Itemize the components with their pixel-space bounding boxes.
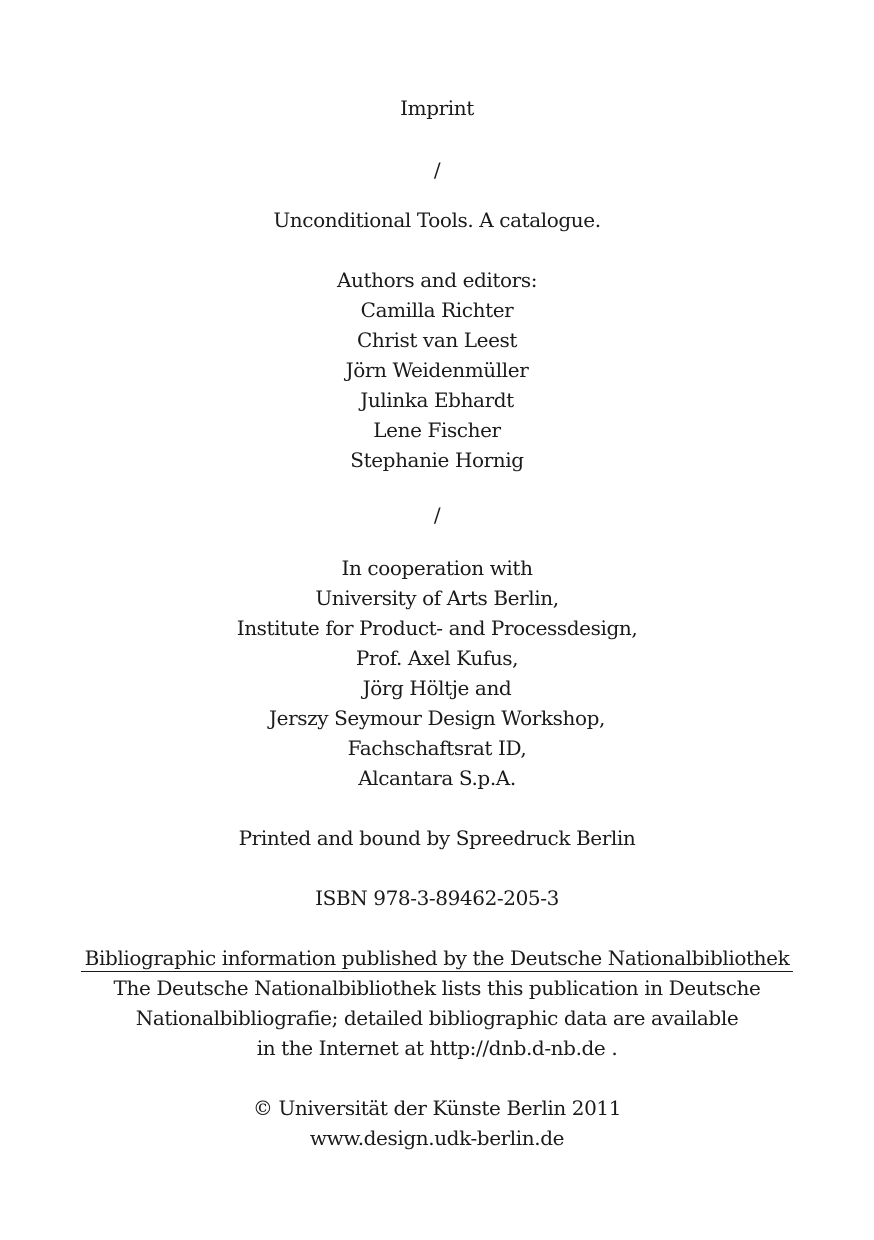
cooperation-line: University of Arts Berlin, — [315, 586, 559, 610]
author-name: Lene Fischer — [373, 418, 501, 442]
cooperation-line: Jerszy Seymour Design Workshop, — [269, 706, 605, 730]
bibliographic-line: Nationalbibliografie; detailed bibliographic data are available — [135, 1006, 739, 1030]
author-name: Stephanie Hornig — [350, 448, 524, 472]
authors-label: Authors and editors: — [336, 268, 538, 292]
bibliographic-line: in the Internet at http://dnb.d-nb.de . — [256, 1036, 618, 1060]
separator: / — [433, 503, 441, 527]
cooperation-line: Fachschaftsrat ID, — [347, 736, 527, 760]
separator: / — [433, 158, 441, 182]
publication-title: Unconditional Tools. A catalogue. — [273, 208, 601, 232]
author-name: Christ van Leest — [356, 328, 518, 352]
bibliographic-heading: Bibliographic information published by the Deutsche Nationalbibliothek — [81, 945, 794, 972]
imprint-heading: Imprint — [400, 96, 474, 120]
cooperation-line: In cooperation with — [341, 556, 533, 580]
printer-line: Printed and bound by Spreedruck Berlin — [238, 826, 636, 850]
author-name: Jörn Weidenmüller — [345, 358, 529, 382]
author-name: Camilla Richter — [360, 298, 514, 322]
cooperation-line: Prof. Axel Kufus, — [355, 646, 519, 670]
cooperation-line: Alcantara S.p.A. — [358, 766, 516, 790]
website-line: www.design.udk-berlin.de — [309, 1126, 565, 1150]
cooperation-line: Institute for Product- and Processdesign, — [236, 616, 638, 640]
copyright-line: © Universität der Künste Berlin 2011 — [252, 1096, 622, 1120]
bibliographic-heading-row — [0, 943, 874, 973]
bibliographic-line: The Deutsche Nationalbibliothek lists this publication in Deutsche — [113, 976, 761, 1000]
author-name: Julinka Ebhardt — [360, 388, 514, 412]
isbn-line: ISBN 978-3-89462-205-3 — [315, 886, 559, 910]
cooperation-line: Jörg Höltje and — [362, 676, 512, 700]
